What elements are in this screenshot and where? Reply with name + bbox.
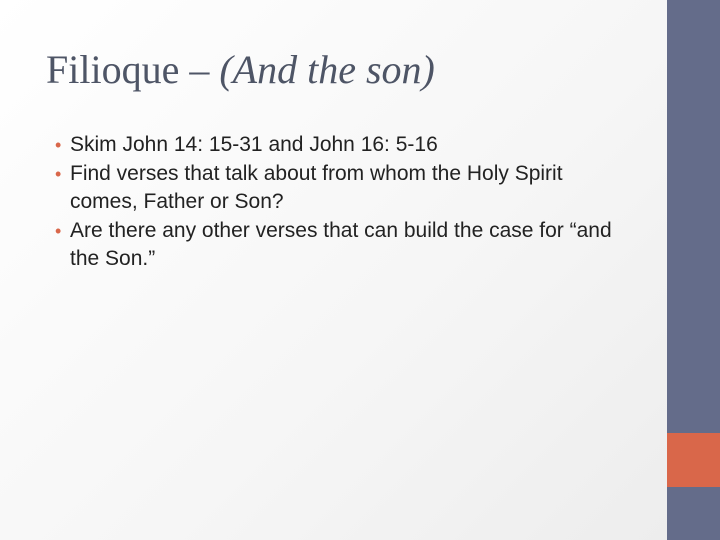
bullet-item [55, 217, 615, 273]
sidebar-accent-block [667, 433, 720, 487]
bullet-text: Are there any other verses that can build the case for “and the Son.” [70, 219, 612, 270]
bullet-text: Skim John 14: 15-31 and John 16: 5-16 [70, 133, 438, 156]
slide-title [46, 44, 435, 96]
bullet-dot-icon: • [55, 135, 62, 155]
bullet-item [55, 131, 615, 159]
bullet-dot-icon: • [55, 164, 62, 184]
bullet-text: Find verses that talk about from whom the Holy Spirit comes, Father or Son? [70, 162, 563, 213]
title-italic: (And the son) [219, 47, 435, 92]
title-main: Filioque – [46, 47, 220, 92]
bullet-dot-icon: • [55, 221, 62, 241]
bullet-item [55, 160, 615, 216]
bullet-list [55, 131, 615, 274]
